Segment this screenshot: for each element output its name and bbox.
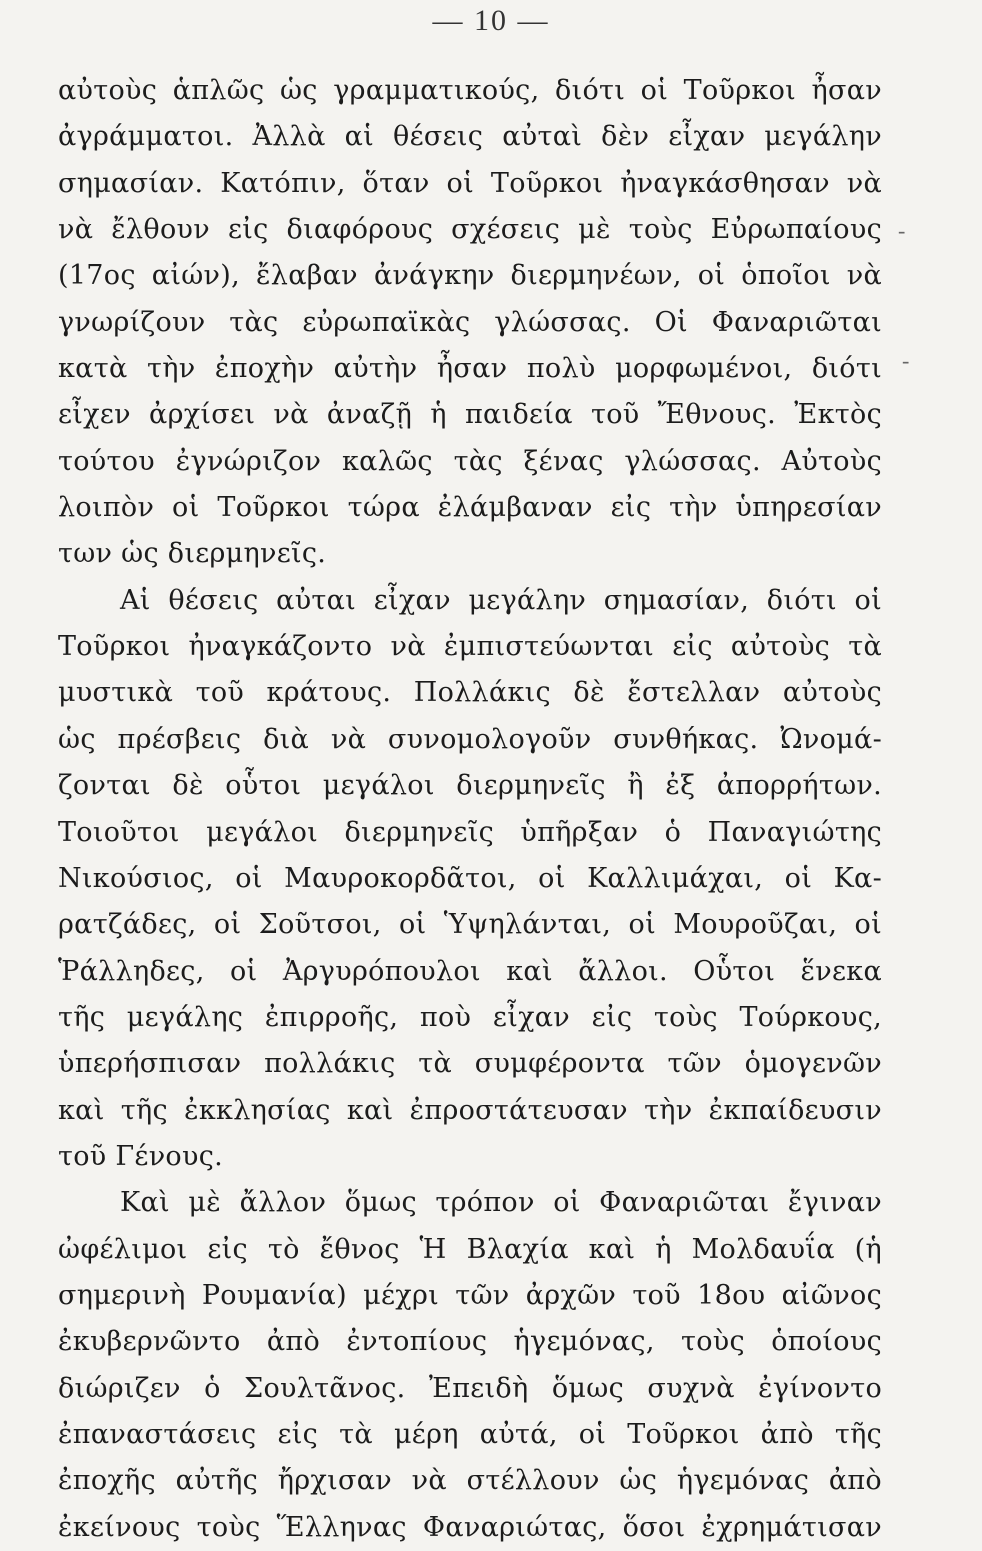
text-line: τοῦ Γένους.	[58, 1140, 223, 1172]
text-line: Ῥάλληδες, οἱ Ἀργυρόπουλοι καὶ ἄλλοι. Οὗτοι ἕνεκα	[58, 955, 882, 987]
text-line: ζονται δὲ οὗτοι μεγάλοι διερμηνεῖς ἢ ἐξ ἀπορρήτων.	[58, 770, 882, 802]
text-line: λοιπὸν οἱ Τοῦρκοι τώρα ἐλάμβαναν εἰς τὴν ὑπηρεσίαν	[58, 492, 882, 524]
text-line: ὡς πρέσβεις διὰ νὰ συνομολογοῦν συνθήκας. Ὠνομά-	[58, 723, 882, 755]
text-line: των ὡς διερμηνεῖς.	[58, 538, 327, 570]
text-line: αὐτοὺς ἁπλῶς ὡς γραμματικούς, διότι οἱ Τοῦρκοι ἦσαν	[58, 75, 882, 106]
text-line: σημασίαν. Κατόπιν, ὅταν οἱ Τοῦρκοι ἠναγκάσθησαν νὰ	[58, 167, 882, 199]
text-line: ἀγράμματοι. Ἀλλὰ αἱ θέσεις αὐταὶ δὲν εἶχαν μεγάλην	[58, 121, 882, 153]
text-line: εἶχεν ἀρχίσει νὰ ἀναζῇ ἡ παιδεία τοῦ Ἔθνους. Ἐκτὸς	[58, 399, 882, 431]
text-line: τῆς μεγάλης ἐπιρροῆς, ποὺ εἶχαν εἰς τοὺς Τούρκους,	[58, 1001, 882, 1033]
text-line: γνωρίζουν τὰς εὐρωπαϊκὰς γλώσσας. Οἱ Φαναριῶται	[58, 306, 882, 338]
body-text	[58, 68, 882, 1551]
text-line: μυστικὰ τοῦ κράτους. Πολλάκις δὲ ἔστελλαν αὐτοὺς	[58, 677, 882, 709]
text-line: Καὶ μὲ ἄλλον ὅμως τρόπον οἱ Φαναριῶται ἔγιναν	[120, 1187, 882, 1219]
text-line: ἐκείνους τοὺς Ἕλληνας Φαναριώτας, ὅσοι ἐχρημάτισαν	[58, 1511, 882, 1543]
text-line: Αἱ θέσεις αὐται εἶχαν μεγάλην σημασίαν, διότι οἱ	[120, 584, 882, 616]
text-line: ἐπαναστάσεις εἰς τὰ μέρη αὐτά, οἱ Τοῦρκοι ἀπὸ τῆς	[58, 1418, 882, 1450]
text-line: ὠφέλιμοι εἰς τὸ ἔθνος Ἡ Βλαχία καὶ ἡ Μολδαυΐα (ἡ	[58, 1233, 882, 1265]
text-line: τούτου ἐγνώριζον καλῶς τὰς ξένας γλώσσας. Αὐτοὺς	[58, 445, 882, 477]
text-line: ρατζάδες, οἱ Σοῦτσοι, οἱ Ὑψηλάνται, οἱ Μουροῦζαι, οἱ	[58, 909, 882, 941]
text-line: διώριζεν ὁ Σουλτᾶνος. Ἐπειδὴ ὅμως συχνὰ ἐγίνοντο	[58, 1372, 882, 1404]
text-line: σημερινὴ Ρουμανία) μέχρι τῶν ἀρχῶν τοῦ 18ου αἰῶνος	[58, 1279, 882, 1311]
text-line: ἐποχῆς αὐτῆς ἤρχισαν νὰ στέλλουν ὡς ἡγεμόνας ἀπὸ	[58, 1465, 882, 1497]
text-line: ἐκυβερνῶντο ἀπὸ ἐντοπίους ἡγεμόνας, τοὺς ὁποίους	[58, 1326, 882, 1358]
text-line: νὰ ἔλθουν εἰς διαφόρους σχέσεις μὲ τοὺς Εὐρωπαίους	[58, 214, 882, 246]
text-line: Τοῦρκοι ἠναγκάζοντο νὰ ἐμπιστεύωνται εἰς αὐτοὺς τὰ	[58, 631, 882, 663]
margin-mark: -	[902, 348, 910, 373]
text-line: (17ος αἰών), ἔλαβαν ἀνάγκην διερμηνέων, οἱ ὁποῖοι νὰ	[58, 260, 882, 292]
text-line: ὑπερήσπισαν πολλάκις τὰ συμφέροντα τῶν ὁμογενῶν	[58, 1048, 882, 1080]
page-number: — 10 —	[432, 4, 550, 37]
text-line: Νικούσιος, οἱ Μαυροκορδᾶτοι, οἱ Καλλιμάχαι, οἱ Κα-	[58, 862, 882, 894]
margin-mark: -	[898, 218, 906, 243]
text-line: καὶ τῆς ἐκκλησίας καὶ ἐπροστάτευσαν τὴν ἐκπαίδευσιν	[58, 1094, 882, 1126]
text-line: κατὰ τὴν ἐποχὴν αὐτὴν ἦσαν πολὺ μορφωμένοι, διότι	[58, 353, 882, 385]
text-line: Τοιοῦτοι μεγάλοι διερμηνεῖς ὑπῆρξαν ὁ Παναγιώτης	[58, 816, 882, 848]
